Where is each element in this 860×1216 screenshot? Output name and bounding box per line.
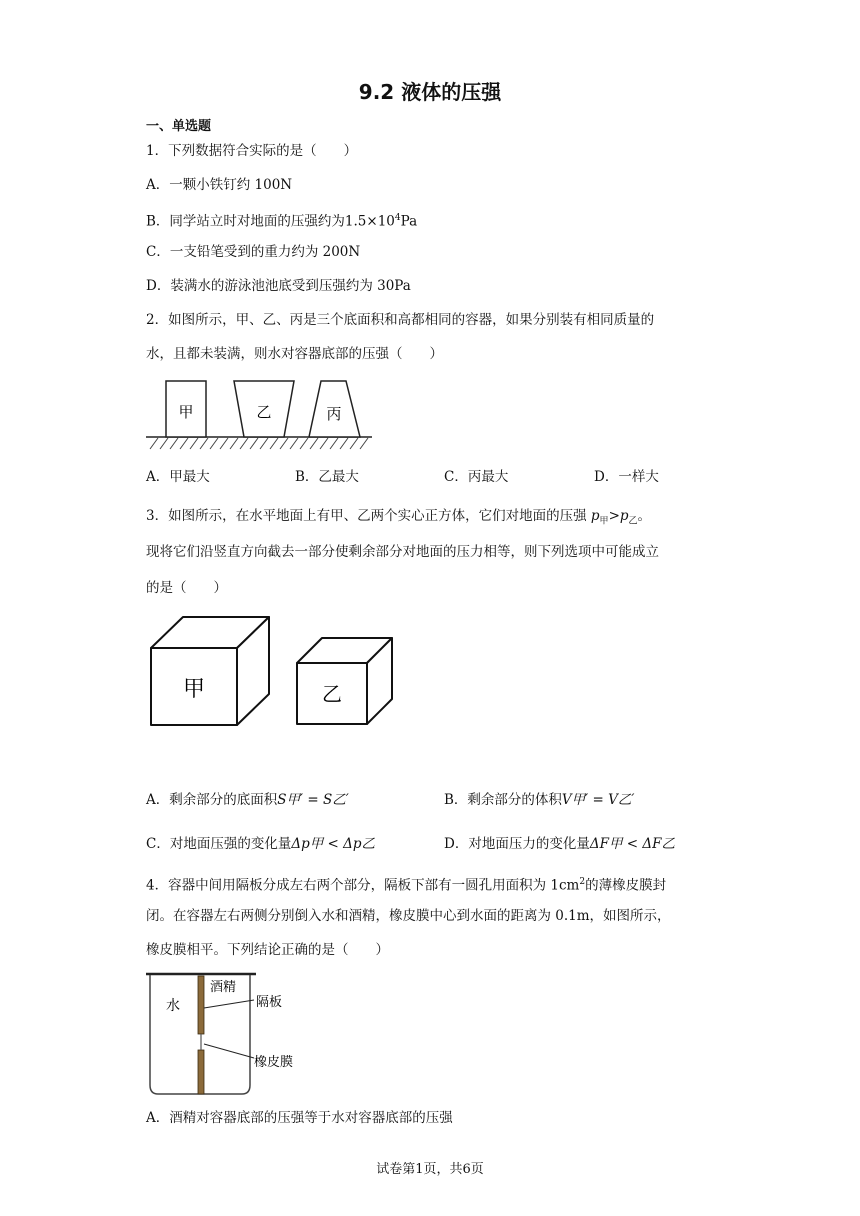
- q4-option-a: A．酒精对容器底部的压强等于水对容器底部的压强: [146, 1110, 453, 1126]
- q1-option-c: C．一支铅笔受到的重力约为 200N: [146, 244, 361, 260]
- q4-line-3: 橡皮膜相平。下列结论正确的是（ ）: [146, 942, 389, 958]
- q2-option-d: D．一样大: [594, 469, 659, 485]
- q1-stem: 1．下列数据符合实际的是（ ）: [146, 143, 358, 159]
- q2-containers-figure: [146, 374, 376, 454]
- section-heading: 一、单选题: [146, 119, 212, 134]
- q2-option-b: B．乙最大: [295, 469, 359, 485]
- q3-line-1: [146, 506, 651, 532]
- cube-label-yi: 乙: [322, 682, 342, 706]
- q3-option-a-text: A．剩余部分的底面积: [146, 792, 278, 808]
- q1-option-a: A．一颗小铁钉约 100N: [146, 177, 293, 193]
- q4-line-1: [146, 872, 666, 896]
- q2-option-a: A．甲最大: [146, 469, 210, 485]
- partition-lower: [198, 1050, 204, 1094]
- q3-line-3: 的是（ ）: [146, 580, 227, 596]
- q3-line-1-end: 。: [637, 508, 652, 524]
- q3-p-sub-1: 甲: [599, 516, 609, 527]
- q3-option-c: [146, 834, 375, 854]
- q3-option-b-expr: V甲′ = V乙′: [561, 792, 635, 808]
- q1-option-b-exponent: 4: [394, 213, 401, 223]
- partition-upper: [198, 976, 204, 1034]
- page-footer: 试卷第1页，共6页: [376, 1162, 484, 1177]
- q3-cubes-figure: [146, 612, 426, 730]
- q3-p-symbol-1: p: [590, 508, 600, 524]
- q3-option-c-expr: Δp甲 < Δp乙: [291, 836, 376, 852]
- q1-option-b: [146, 208, 417, 232]
- q3-option-a: [146, 790, 349, 810]
- label-membrane: 橡皮膜: [254, 1055, 294, 1070]
- q3-option-b-text: B．剩余部分的体积: [444, 792, 562, 808]
- q4-line-1-end: 的薄橡皮膜封: [585, 877, 667, 894]
- label-partition: 隔板: [256, 995, 283, 1010]
- q3-option-c-text: C．对地面压强的变化量: [146, 836, 292, 852]
- q3-option-b: [444, 790, 634, 810]
- q4-container-figure: [146, 970, 316, 1100]
- q3-gt: >: [608, 508, 620, 524]
- q1-option-b-value: 1.5×10: [344, 213, 395, 230]
- label-jia: 甲: [178, 403, 194, 421]
- q3-option-a-expr: S甲′ = S乙′: [277, 792, 349, 808]
- page-title: 9.2 液体的压强: [358, 80, 502, 104]
- q3-option-d-expr: ΔF甲 < ΔF乙: [589, 836, 675, 852]
- q1-option-b-unit: Pa: [400, 213, 418, 230]
- q3-line-2: 现将它们沿竖直方向截去一部分使剩余部分对地面的压力相等，则下列选项中可能成立: [146, 544, 659, 560]
- q3-p-symbol-2: p: [619, 508, 629, 524]
- label-water: 水: [166, 998, 180, 1014]
- q3-p-sub-2: 乙: [628, 516, 638, 527]
- q1-option-b-text: B．同学站立时对地面的压强约为: [146, 213, 345, 230]
- q3-option-d-text: D．对地面压力的变化量: [444, 836, 590, 852]
- q3-line-1-text: 3．如图所示，在水平地面上有甲、乙两个实心正方体，它们对地面的压强: [146, 508, 587, 524]
- q2-option-c: C．丙最大: [444, 469, 509, 485]
- q4-line-1-sup: 2: [579, 877, 586, 887]
- q2-line-2: 水，且都未装满，则水对容器底部的压强（ ）: [146, 346, 443, 362]
- label-bing: 丙: [326, 405, 342, 423]
- label-yi: 乙: [256, 403, 272, 421]
- q4-line-1-text: 4．容器中间用隔板分成左右两个部分，隔板下部有一圆孔用面积为 1cm: [146, 877, 580, 894]
- q3-option-d: [444, 834, 675, 854]
- label-alcohol: 酒精: [210, 980, 237, 995]
- q2-line-1: 2．如图所示，甲、乙、丙是三个底面积和高都相同的容器，如果分别装有相同质量的: [146, 312, 655, 328]
- q4-line-2: 闭。在容器左右两侧分别倒入水和酒精，橡皮膜中心到水面的距离为 0.1m，如图所示，: [146, 908, 671, 924]
- q1-option-d: D．装满水的游泳池池底受到压强约为 30Pa: [146, 278, 411, 294]
- cube-label-jia: 甲: [182, 677, 206, 702]
